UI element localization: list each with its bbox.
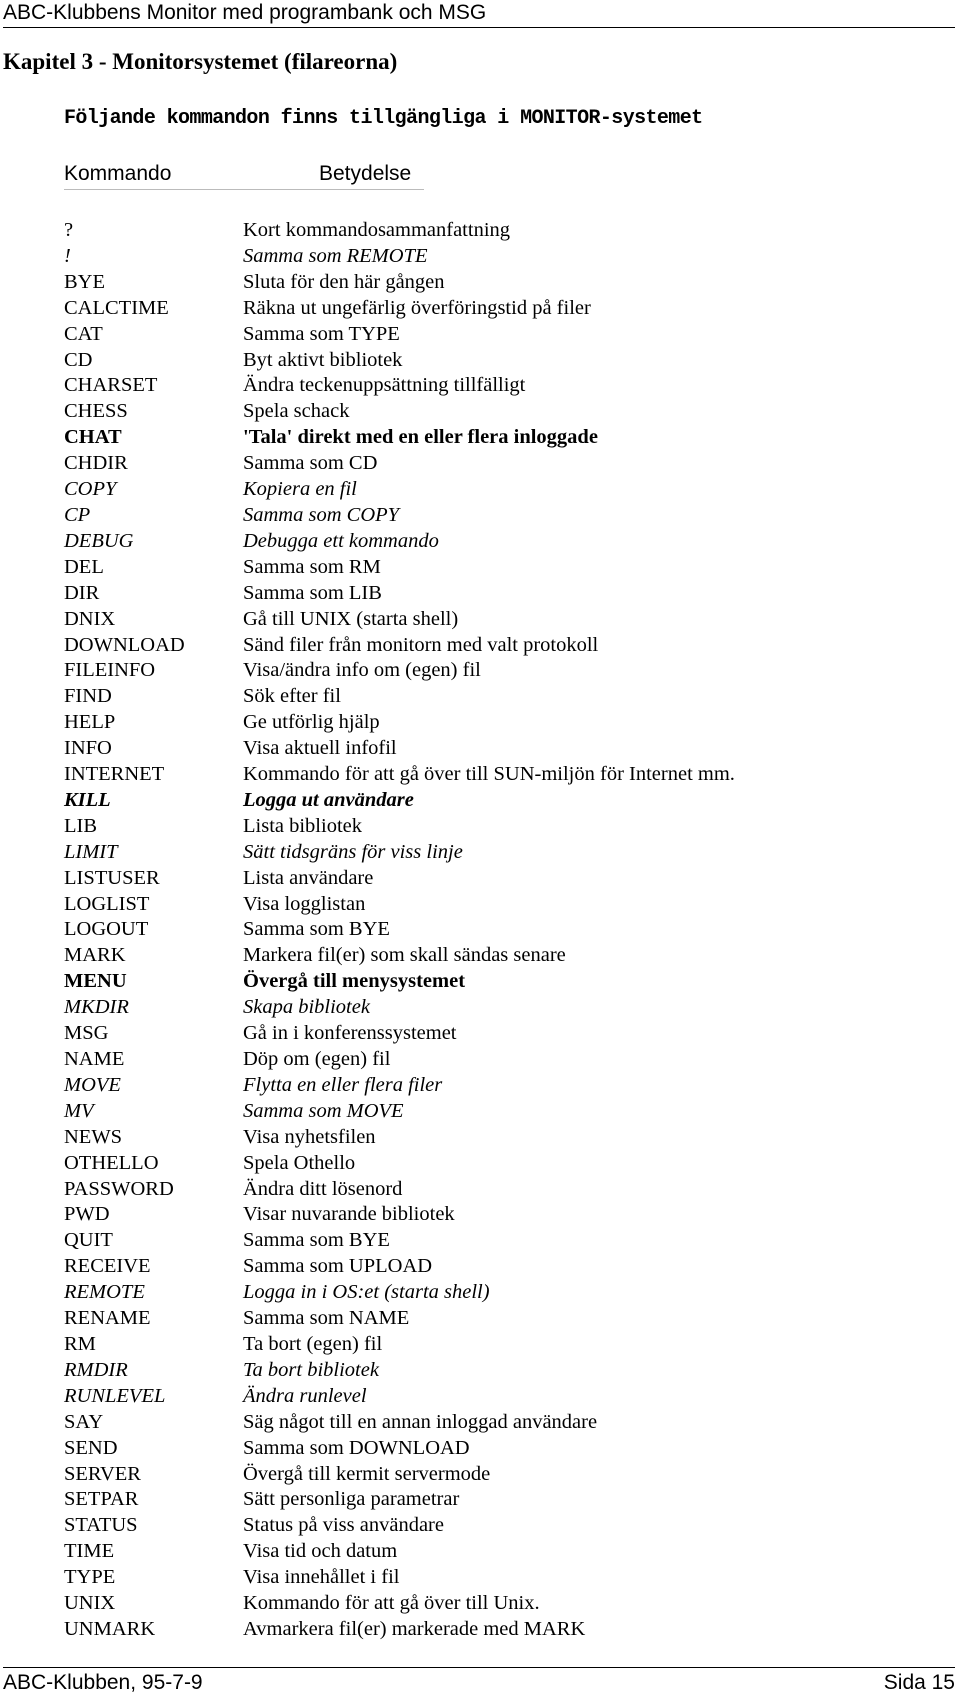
command-description: Visa tid och datum: [243, 1540, 398, 1563]
command-name: MKDIR: [64, 996, 129, 1019]
command-name: DEL: [64, 555, 104, 578]
command-name: BYE: [64, 270, 105, 293]
command-name: RMDIR: [64, 1358, 128, 1381]
command-name: LISTUSER: [64, 866, 160, 889]
chapter-title: Kapitel 3 - Monitorsystemet (filareorna): [3, 49, 398, 74]
command-name: CHESS: [64, 400, 128, 423]
command-name: CAT: [64, 322, 103, 345]
command-description: Samma som BYE: [243, 1229, 390, 1252]
command-description: Kopiera en fil: [243, 478, 357, 501]
command-description: Övergå till menysystemet: [243, 970, 466, 993]
command-name: NAME: [64, 1048, 125, 1070]
command-description: Samma som RM: [243, 555, 381, 578]
column-header-command: Kommando: [64, 162, 172, 185]
command-description: Kort kommandosammanfattning: [243, 219, 511, 241]
command-name: CD: [64, 348, 93, 371]
command-name: TIME: [64, 1540, 115, 1563]
command-name: CHAT: [64, 426, 122, 449]
header-title: ABC-Klubbens Monitor med programbank och MSG: [3, 1, 487, 24]
command-description: Övergå till kermit servermode: [243, 1462, 491, 1485]
command-description: Gå in i konferenssystemet: [243, 1022, 457, 1045]
column-header-meaning: Betydelse: [319, 162, 412, 185]
command-description: Ta bort (egen) fil: [243, 1332, 383, 1355]
page-header: [3, 0, 955, 28]
command-description: Spela Othello: [243, 1151, 356, 1174]
command-description: Säg något till en annan inloggad användare: [243, 1410, 598, 1433]
command-name: MOVE: [64, 1073, 121, 1096]
command-description: Avmarkera fil(er) markerade med MARK: [243, 1617, 586, 1640]
command-name: RENAME: [64, 1307, 151, 1330]
command-name: FILEINFO: [64, 659, 156, 682]
command-name: OTHELLO: [64, 1151, 159, 1174]
command-description: Samma som NAME: [243, 1307, 410, 1330]
command-description: Skapa bibliotek: [243, 996, 370, 1019]
command-description: Samma som COPY: [243, 503, 400, 526]
command-description: Markera fil(er) som skall sändas senare: [243, 944, 566, 967]
command-name: KILL: [64, 788, 111, 811]
command-description: Ta bort bibliotek: [243, 1358, 379, 1381]
command-description: Ge utförlig hjälp: [243, 711, 380, 734]
command-name: INFO: [64, 737, 112, 760]
command-name: CHARSET: [64, 374, 158, 397]
command-name: PASSWORD: [64, 1177, 174, 1200]
command-name: RECEIVE: [64, 1255, 151, 1278]
command-name: SAY: [64, 1410, 104, 1433]
footer-page-number: Sida 15: [883, 1671, 955, 1694]
command-name: DOWNLOAD: [64, 633, 185, 656]
command-name: LIMIT: [64, 840, 118, 863]
command-name: SEND: [64, 1436, 118, 1459]
command-description: Kommando för att gå över till SUN-miljön för Internet mm.: [243, 763, 735, 786]
command-name: STATUS: [64, 1514, 138, 1537]
command-description: Visa aktuell infofil: [243, 737, 397, 760]
command-description: Döp om (egen) fil: [243, 1048, 391, 1070]
command-description: Ändra runlevel: [243, 1384, 367, 1407]
command-description: Logga ut användare: [243, 788, 414, 811]
command-description: Räkna ut ungefärlig överföringstid på filer: [243, 296, 591, 319]
command-description: Samma som UPLOAD: [243, 1255, 433, 1278]
command-name: SERVER: [64, 1462, 141, 1485]
command-name: CALCTIME: [64, 296, 169, 319]
command-description: Visar nuvarande bibliotek: [243, 1203, 455, 1226]
page-footer: [3, 1667, 955, 1694]
command-description: Samma som CD: [243, 452, 378, 475]
command-name: CHDIR: [64, 452, 128, 475]
command-name: LOGOUT: [64, 918, 149, 941]
command-name: ?: [64, 219, 74, 241]
command-name: HELP: [64, 711, 116, 734]
command-name: LOGLIST: [64, 892, 150, 915]
command-name: LIB: [64, 814, 98, 837]
command-name: UNIX: [64, 1592, 116, 1615]
command-name: DIR: [64, 581, 100, 604]
command-description: Samma som LIB: [243, 581, 382, 604]
command-description: Visa nyhetsfilen: [243, 1125, 376, 1148]
command-description: Logga in i OS:et (starta shell): [243, 1281, 490, 1304]
command-description: Flytta en eller flera filer: [243, 1073, 443, 1096]
command-name: RM: [64, 1332, 96, 1355]
command-name: REMOTE: [64, 1281, 145, 1304]
command-description: Samma som BYE: [243, 918, 390, 941]
command-description: Samma som REMOTE: [243, 244, 428, 267]
command-name: RUNLEVEL: [64, 1384, 166, 1407]
command-description: Sluta för den här gången: [243, 270, 445, 293]
command-name: UNMARK: [64, 1617, 156, 1640]
command-description: Ändra ditt lösenord: [243, 1177, 403, 1200]
command-name: INTERNET: [64, 763, 165, 786]
command-description: Sänd filer från monitorn med valt protokoll: [243, 633, 599, 656]
command-name: FIND: [64, 685, 112, 708]
command-description: Spela schack: [243, 400, 350, 423]
command-name: DEBUG: [64, 529, 134, 552]
command-name: TYPE: [64, 1566, 116, 1589]
command-description: Lista bibliotek: [243, 814, 362, 837]
command-name: PWD: [64, 1203, 110, 1226]
command-description: Visa innehållet i fil: [243, 1566, 400, 1589]
command-description: Byt aktivt bibliotek: [243, 348, 403, 371]
command-description: Sätt personliga parametrar: [243, 1488, 460, 1511]
command-description: Samma som TYPE: [243, 322, 400, 345]
command-name: CP: [64, 503, 91, 526]
command-description: 'Tala' direkt med en eller flera inloggade: [243, 426, 598, 449]
command-description: Ändra teckenuppsättning tillfälligt: [243, 374, 526, 397]
command-description: Visa logglistan: [243, 892, 366, 915]
command-name: SETPAR: [64, 1488, 139, 1511]
command-description: Lista användare: [243, 866, 374, 889]
command-description: Samma som MOVE: [243, 1099, 404, 1122]
command-description: Kommando för att gå över till Unix.: [243, 1592, 540, 1615]
command-name: MV: [64, 1099, 94, 1122]
command-description: Gå till UNIX (starta shell): [243, 607, 459, 630]
command-name: COPY: [64, 478, 117, 501]
command-name: MARK: [64, 944, 126, 967]
command-name: NEWS: [64, 1125, 123, 1148]
command-description: Visa/ändra info om (egen) fil: [243, 659, 481, 682]
column-header-rule: [64, 189, 424, 190]
section-subtitle: Följande kommandon finns tillgängliga i MONITOR-systemet: [64, 107, 703, 130]
command-description: Samma som DOWNLOAD: [243, 1436, 470, 1459]
command-name: MSG: [64, 1022, 109, 1045]
command-name: QUIT: [64, 1229, 113, 1252]
command-description: Sök efter fil: [243, 685, 341, 708]
footer-club-date: ABC-Klubben, 95-7-9: [3, 1671, 203, 1694]
command-name: DNIX: [64, 607, 116, 630]
command-description: Sätt tidsgräns för viss linje: [243, 840, 463, 863]
command-description: Status på viss användare: [243, 1514, 444, 1537]
command-description: Debugga ett kommando: [243, 529, 439, 552]
command-name: !: [64, 244, 71, 267]
command-name: MENU: [64, 970, 127, 993]
